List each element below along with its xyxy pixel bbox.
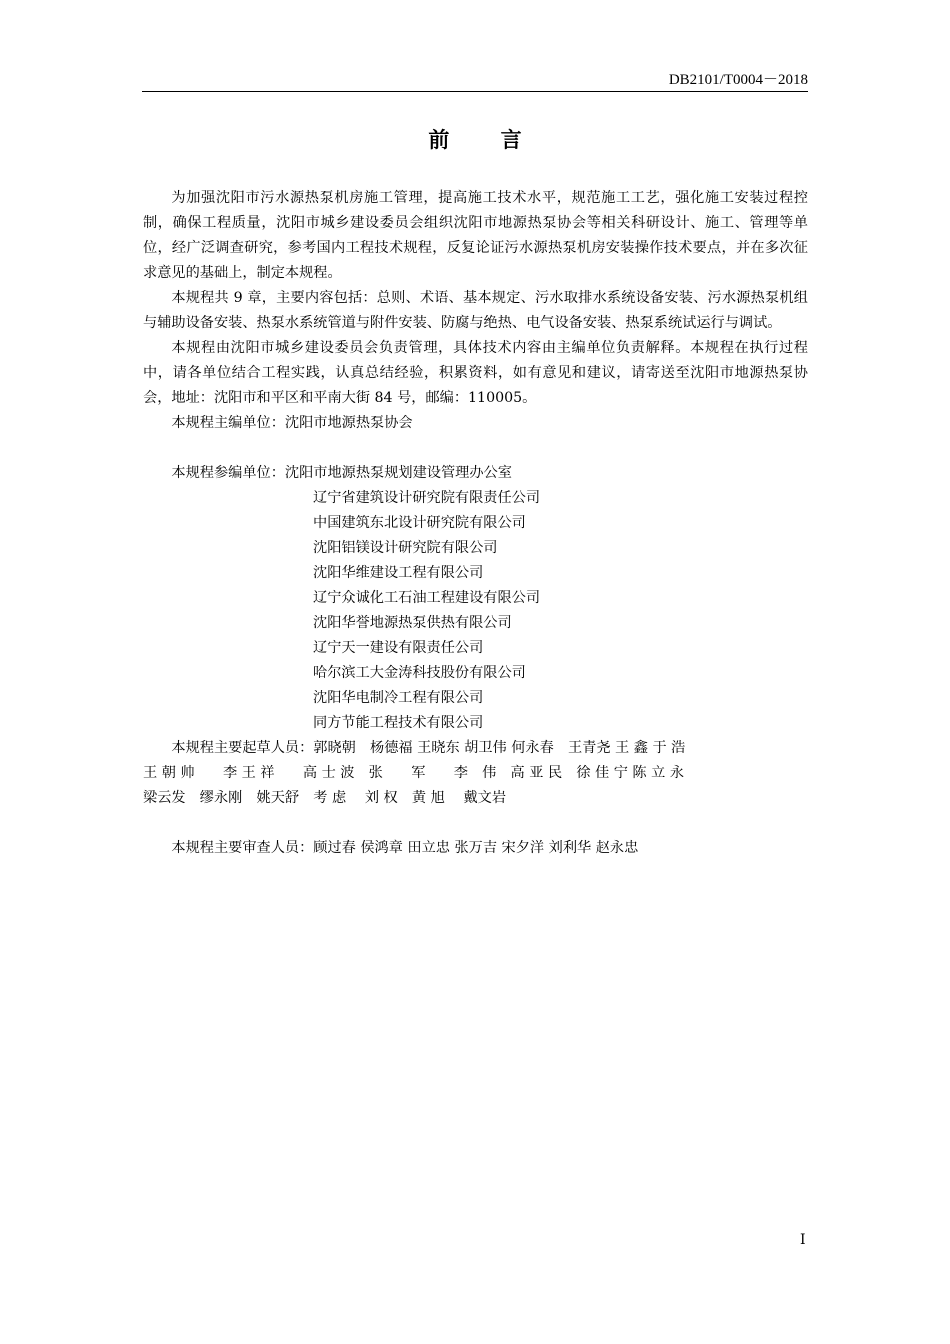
spacer xyxy=(143,436,808,461)
participating-unit: 同方节能工程技术有限公司 xyxy=(313,715,484,731)
participating-unit: 沈阳华维建设工程有限公司 xyxy=(313,565,484,581)
participating-unit: 沈阳市地源热泵规划建设管理办公室 xyxy=(284,465,512,481)
participating-unit: 哈尔滨工大金涛科技股份有限公司 xyxy=(313,665,526,681)
participating-unit: 沈阳铝镁设计研究院有限公司 xyxy=(313,540,498,556)
header-rule xyxy=(142,91,808,92)
participating-unit: 沈阳华誉地源热泵供热有限公司 xyxy=(313,615,512,631)
participating-unit: 辽宁众诚化工石油工程建设有限公司 xyxy=(313,590,541,606)
page-title: 前 言 xyxy=(428,127,544,152)
drafters-line: 王 朝 帅 李 王 祥 高 士 波 张 军 李 伟 高 亚 民 徐 佳 宁 陈 立 永 xyxy=(143,765,685,781)
spacer xyxy=(143,811,808,836)
participating-unit: 辽宁省建筑设计研究院有限责任公司 xyxy=(313,490,541,506)
participating-unit: 辽宁天一建设有限责任公司 xyxy=(313,640,484,656)
page-number: I xyxy=(800,1232,806,1248)
document-code: DB2101/T0004－2018 xyxy=(668,72,808,88)
participating-unit: 沈阳华电制冷工程有限公司 xyxy=(313,690,484,706)
paragraph-management: 本规程由沈阳市城乡建设委员会负责管理，具体技术内容由主编单位负责解释。本规程在执行过程中，请各单位结合工程实践，认真总结经验，积累资料，如有意见和建议，请寄送至沈阳市地源热泵协会，地址：沈阳市和平区和平南大街 84 号，邮编：110005。 xyxy=(143,340,808,406)
reviewers-line: 本规程主要审查人员：顾过春 侯鸿章 田立忠 张万吉 宋夕洋 刘利华 赵永忠 xyxy=(171,840,639,856)
chief-editor-unit: 本规程主编单位：沈阳市地源热泵协会 xyxy=(171,415,413,431)
participating-unit: 中国建筑东北设计研究院有限公司 xyxy=(313,515,526,531)
drafters-line: 梁云发 缪永刚 姚天舒 考 虑 刘 权 黄 旭 戴文岩 xyxy=(143,790,507,806)
drafters-line: 本规程主要起草人员：郭晓朝 杨德福 王晓东 胡卫伟 何永春 王青尧 王 鑫 于 浩 xyxy=(171,740,686,756)
body-text xyxy=(143,186,808,861)
participating-label: 本规程参编单位： xyxy=(171,465,285,481)
participating-unit-row xyxy=(143,461,808,486)
paragraph-purpose: 为加强沈阳市污水源热泵机房施工管理，提高施工技术水平，规范施工工艺，强化施工安装过程控制，确保工程质量，沈阳市城乡建设委员会组织沈阳市地源热泵协会等相关科研设计、施工、管理等单位，经广泛调查研究，参考国内工程技术规程，反复论证污水源热泵机房安装操作技术要点，并在多次征求意见的基础上，制定本规程。 xyxy=(143,190,808,281)
paragraph-contents: 本规程共 9 章，主要内容包括：总则、术语、基本规定、污水取排水系统设备安装、污水源热泵机组与辅助设备安装、热泵水系统管道与附件安装、防腐与绝热、电气设备安装、热泵系统试运行与调试。 xyxy=(143,290,808,331)
